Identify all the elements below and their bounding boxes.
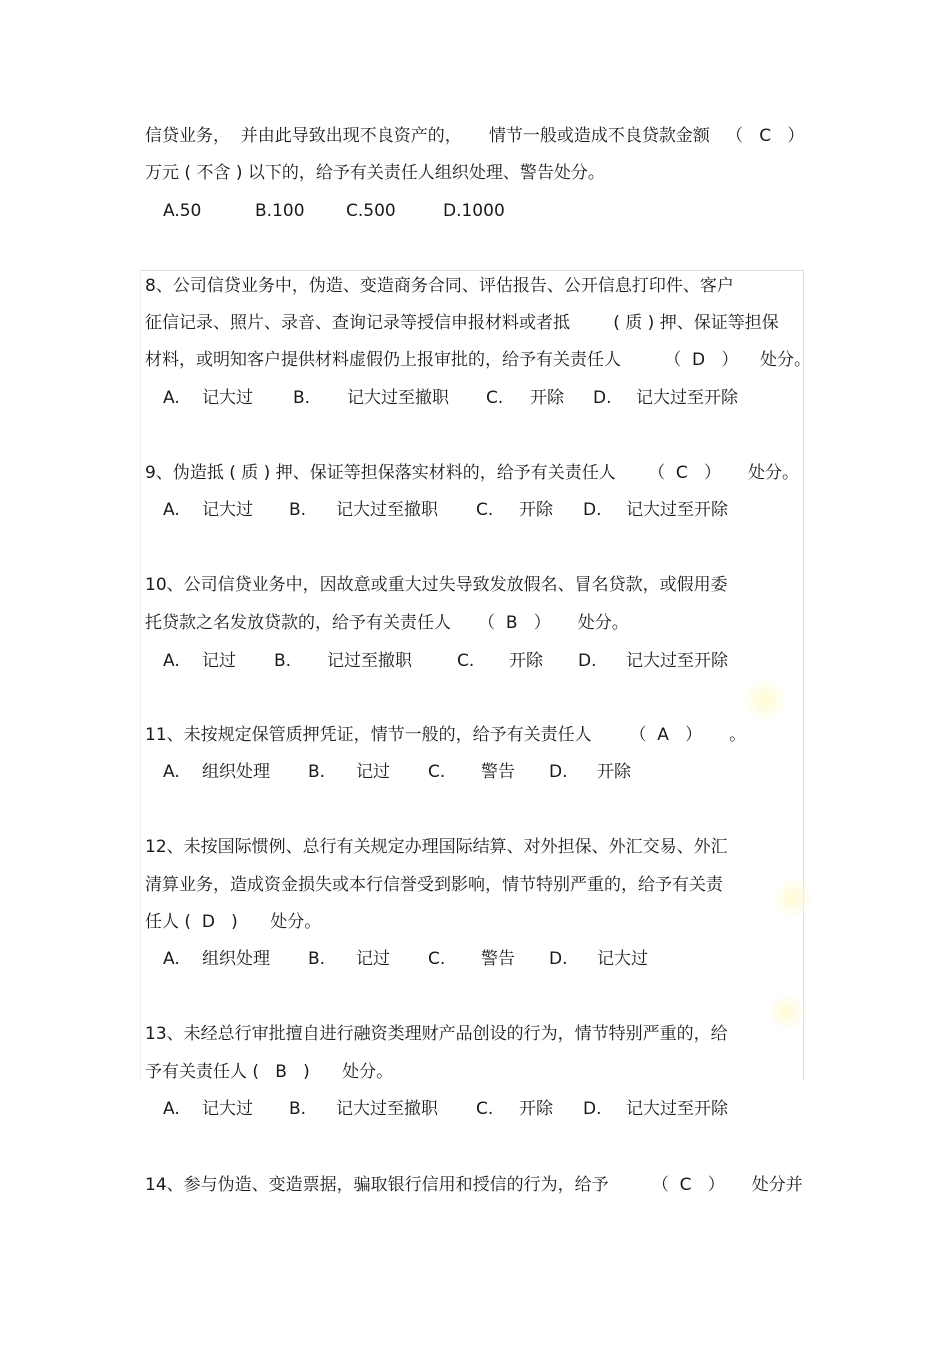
q11-option-a-text: 组织处理 — [202, 762, 270, 782]
q10-option-b-text: 记过至撤职 — [327, 651, 412, 671]
q8-line-3: 材料，或明知客户提供材料虚假仍上报审批的，给予有关责任人 （ D ） 处分。 — [145, 350, 811, 370]
q10-option-c-letter: C. — [457, 651, 475, 671]
q10-option-b-letter: B. — [274, 651, 292, 671]
intro-option-a: A.50 — [163, 201, 202, 221]
q9-option-b-letter: B. — [289, 500, 307, 520]
q13-option-a-letter: A. — [163, 1099, 180, 1119]
q10-option-c-text: 开除 — [509, 651, 543, 671]
q12-option-b-text: 记过 — [356, 949, 390, 969]
q8-option-a-letter: A. — [163, 388, 180, 408]
q8-line-1: 8、公司信贷业务中，伪造、变造商务合同、评估报告、公开信息打印件、客户 — [145, 276, 734, 296]
q11-option-c-letter: C. — [428, 762, 446, 782]
q13-option-a-text: 记大过 — [202, 1099, 253, 1119]
q12-line-1: 12、未按国际惯例、总行有关规定办理国际结算、对外担保、外汇交易、外汇 — [145, 837, 728, 857]
q8-option-d-text: 记大过至开除 — [636, 388, 738, 408]
q13-option-b-text: 记大过至撤职 — [336, 1099, 438, 1119]
intro-option-b: B.100 — [255, 201, 305, 221]
intro-line-1: 信贷业务， 并由此导致出现不良资产的， 情节一般或造成不良贷款金额 （ C ） — [145, 126, 805, 146]
q14-line-1: 14、参与伪造、变造票据，骗取银行信用和授信的行为，给予 （ C ） 处分并 — [145, 1175, 803, 1195]
q12-option-a-letter: A. — [163, 949, 180, 969]
q11-option-b-text: 记过 — [356, 762, 390, 782]
q13-line-2: 予有关责任人 ( B ) 处分。 — [145, 1062, 394, 1082]
q8-line-2: 征信记录、照片、录音、查询记录等授信申报材料或者抵 ( 质 ) 押、保证等担保 — [145, 313, 779, 333]
q11-option-a-letter: A. — [163, 762, 180, 782]
q8-option-a-text: 记大过 — [202, 388, 253, 408]
paper-stain — [770, 995, 804, 1029]
q8-option-d-letter: D. — [593, 388, 612, 408]
q13-option-c-text: 开除 — [519, 1099, 553, 1119]
q12-option-a-text: 组织处理 — [202, 949, 270, 969]
q13-option-d-text: 记大过至开除 — [626, 1099, 728, 1119]
q13-option-c-letter: C. — [476, 1099, 494, 1119]
q12-option-c-text: 警告 — [481, 949, 515, 969]
q13-line-1: 13、未经总行审批擅自进行融资类理财产品创设的行为，情节特别严重的，给 — [145, 1024, 728, 1044]
q12-option-c-letter: C. — [428, 949, 446, 969]
q11-option-d-text: 开除 — [597, 762, 631, 782]
q13-option-d-letter: D. — [583, 1099, 602, 1119]
q8-option-b-letter: B. — [293, 388, 311, 408]
q12-option-d-letter: D. — [549, 949, 568, 969]
q11-option-c-text: 警告 — [481, 762, 515, 782]
q9-option-c-text: 开除 — [519, 500, 553, 520]
q9-line-1: 9、伪造抵 ( 质 ) 押、保证等担保落实材料的，给予有关责任人 （ C ） 处分。 — [145, 463, 800, 483]
intro-option-c: C.500 — [346, 201, 396, 221]
q10-line-2: 托贷款之名发放贷款的，给予有关责任人 （ B ） 处分。 — [145, 613, 629, 633]
q12-line-3: 任人 ( D ) 处分。 — [145, 912, 322, 932]
q9-option-a-text: 记大过 — [202, 500, 253, 520]
q8-option-c-text: 开除 — [530, 388, 564, 408]
paper-stain — [745, 680, 785, 720]
q10-option-a-text: 记过 — [202, 651, 236, 671]
q9-option-a-letter: A. — [163, 500, 180, 520]
intro-option-d: D.1000 — [443, 201, 505, 221]
q12-option-b-letter: B. — [308, 949, 326, 969]
q11-option-b-letter: B. — [308, 762, 326, 782]
q9-option-c-letter: C. — [476, 500, 494, 520]
q12-line-2: 清算业务，造成资金损失或本行信誉受到影响，情节特别严重的，给予有关责 — [145, 875, 723, 895]
q10-option-d-letter: D. — [578, 651, 597, 671]
q11-line-1: 11、未按规定保管质押凭证，情节一般的，给予有关责任人 （ A ） 。 — [145, 725, 747, 745]
q9-option-d-text: 记大过至开除 — [626, 500, 728, 520]
q8-option-c-letter: C. — [486, 388, 504, 408]
q12-option-d-text: 记大过 — [597, 949, 648, 969]
paper-stain — [775, 880, 811, 916]
q10-option-d-text: 记大过至开除 — [626, 651, 728, 671]
q10-line-1: 10、公司信贷业务中，因故意或重大过失导致发放假名、冒名贷款，或假用委 — [145, 575, 728, 595]
q13-option-b-letter: B. — [289, 1099, 307, 1119]
intro-line-2: 万元 ( 不含 ) 以下的，给予有关责任人组织处理、警告处分。 — [145, 163, 605, 183]
q9-option-b-text: 记大过至撤职 — [336, 500, 438, 520]
q11-option-d-letter: D. — [549, 762, 568, 782]
q8-option-b-text: 记大过至撤职 — [347, 388, 449, 408]
q9-option-d-letter: D. — [583, 500, 602, 520]
q10-option-a-letter: A. — [163, 651, 180, 671]
